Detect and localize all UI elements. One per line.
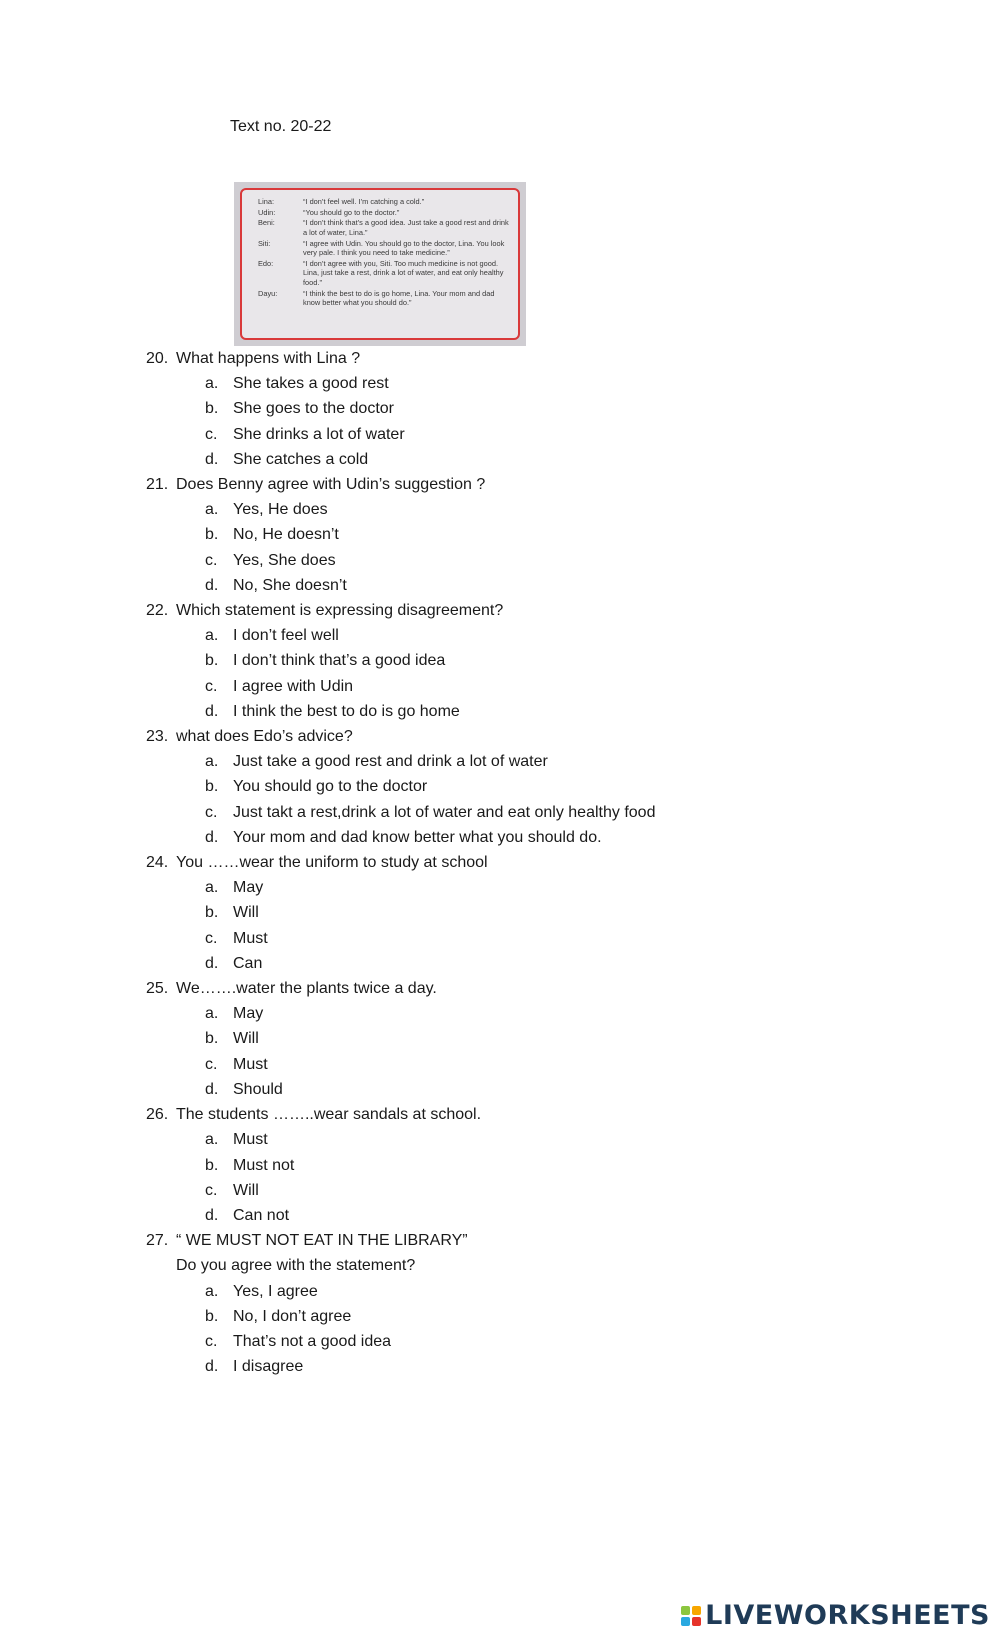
dialogue-line xyxy=(258,208,510,218)
answer-option[interactable] xyxy=(146,573,906,598)
option-text: Must xyxy=(233,1055,268,1073)
option-letter: a. xyxy=(205,627,219,645)
answer-option[interactable] xyxy=(146,875,906,900)
option-text: Your mom and dad know better what you should do. xyxy=(233,828,602,846)
question-text: You ……wear the uniform to study at school xyxy=(176,854,488,872)
option-letter: c. xyxy=(205,1055,218,1073)
option-letter: c. xyxy=(205,551,218,569)
option-text: I don’t feel well xyxy=(233,627,339,645)
page-heading: Text no. 20-22 xyxy=(230,118,332,135)
answer-option[interactable] xyxy=(146,1329,906,1354)
question-text: We…….water the plants twice a day. xyxy=(176,980,437,998)
question-24 xyxy=(146,850,906,976)
option-letter: b. xyxy=(205,904,219,922)
option-letter: c. xyxy=(205,803,218,821)
option-text: Can not xyxy=(233,1206,290,1224)
option-letter: b. xyxy=(205,1030,219,1048)
option-letter: d. xyxy=(205,954,219,972)
answer-option[interactable] xyxy=(146,648,906,673)
question-number: 20. xyxy=(146,350,169,367)
question-row xyxy=(146,976,906,1001)
option-letter: d. xyxy=(205,450,219,468)
option-letter: d. xyxy=(205,1080,219,1098)
answer-option[interactable] xyxy=(146,371,906,396)
option-text: Yes, He does xyxy=(233,501,328,519)
question-text: “ WE MUST NOT EAT IN THE LIBRARY” xyxy=(176,1232,468,1250)
answer-option[interactable] xyxy=(146,774,906,799)
question-26 xyxy=(146,1102,906,1228)
option-text: Will xyxy=(233,904,259,922)
answer-option[interactable] xyxy=(146,1026,906,1051)
logo-square-icon xyxy=(681,1617,690,1626)
question-number: 21. xyxy=(146,476,169,494)
answer-option[interactable] xyxy=(146,825,906,850)
option-text: Must xyxy=(233,1131,268,1149)
question-23 xyxy=(146,724,906,850)
option-text: Yes, She does xyxy=(233,551,336,569)
option-text: Will xyxy=(233,1030,259,1048)
question-27 xyxy=(146,1228,906,1379)
answer-option[interactable] xyxy=(146,1178,906,1203)
speaker-name: Udin: xyxy=(258,207,276,217)
option-text: I don’t think that’s a good idea xyxy=(233,652,446,670)
question-number: 27. xyxy=(146,1232,169,1250)
answer-option[interactable] xyxy=(146,396,906,421)
option-text: I think the best to do is go home xyxy=(233,702,460,720)
speaker-utterance: “I think the best to do is go home, Lina. Your mom and dad know better what you should do.” xyxy=(303,288,495,308)
answer-option[interactable] xyxy=(146,1203,906,1228)
option-text: She takes a good rest xyxy=(233,375,389,393)
speaker-utterance: “I agree with Udin. You should go to the doctor, Lina. You look very pale. I think you need to take medicine.” xyxy=(303,238,505,258)
dialogue-line xyxy=(258,197,510,207)
option-text: No, He doesn’t xyxy=(233,526,339,544)
option-text: No, She doesn’t xyxy=(233,576,347,594)
option-text: Should xyxy=(233,1080,283,1098)
answer-option[interactable] xyxy=(146,1153,906,1178)
option-letter: b. xyxy=(205,652,219,670)
option-letter: c. xyxy=(205,929,218,947)
question-row xyxy=(146,724,906,749)
answer-option[interactable] xyxy=(146,674,906,699)
option-letter: b. xyxy=(205,526,219,544)
speaker-name: Siti: xyxy=(258,238,271,248)
answer-option[interactable] xyxy=(146,699,906,724)
answer-option[interactable] xyxy=(146,926,906,951)
logo-square-icon xyxy=(692,1606,701,1615)
answer-option[interactable] xyxy=(146,900,906,925)
option-text: May xyxy=(233,1005,264,1023)
question-list xyxy=(146,346,906,1379)
answer-option[interactable] xyxy=(146,497,906,522)
option-letter: d. xyxy=(205,576,219,594)
option-letter: d. xyxy=(205,828,219,846)
speaker-utterance: “I don’t agree with you, Siti. Too much medicine is not good. Lina, just take a rest, drink a lot of water, and eat only healthy food.” xyxy=(303,258,504,287)
option-letter: d. xyxy=(205,1358,219,1376)
option-text: Just takt a rest,drink a lot of water and eat only healthy food xyxy=(233,803,656,821)
option-text: May xyxy=(233,879,264,897)
option-text: I disagree xyxy=(233,1358,304,1376)
question-number: 23. xyxy=(146,728,169,746)
logo-square-icon xyxy=(681,1606,690,1615)
option-letter: c. xyxy=(205,1332,218,1350)
brand-text: LIVEWORKSHEETS xyxy=(705,1600,990,1631)
option-letter: c. xyxy=(205,425,218,443)
dialogue-image xyxy=(234,182,526,346)
question-text: Does Benny agree with Udin’s suggestion ? xyxy=(176,476,486,494)
option-letter: a. xyxy=(205,1282,219,1300)
question-25 xyxy=(146,976,906,1102)
logo-icon xyxy=(681,1606,701,1626)
option-letter: d. xyxy=(205,702,219,720)
speaker-name: Lina: xyxy=(258,197,275,206)
liveworksheets-logo[interactable] xyxy=(681,1600,990,1631)
question-row xyxy=(146,850,906,875)
question-row xyxy=(146,346,906,371)
speaker-utterance: “You should go to the doctor.” xyxy=(303,207,400,217)
question-row xyxy=(146,598,906,623)
answer-option[interactable] xyxy=(146,1304,906,1329)
option-letter: b. xyxy=(205,400,219,418)
speaker-name: Edo: xyxy=(258,258,274,268)
answer-option[interactable] xyxy=(146,1077,906,1102)
question-number: 25. xyxy=(146,980,169,998)
speaker-name: Dayu: xyxy=(258,288,278,298)
answer-option[interactable] xyxy=(146,447,906,472)
option-text: Can xyxy=(233,954,263,972)
option-text: I agree with Udin xyxy=(233,677,354,695)
question-number: 22. xyxy=(146,602,169,620)
option-text: Yes, I agree xyxy=(233,1282,318,1300)
option-letter: a. xyxy=(205,1131,219,1149)
option-letter: b. xyxy=(205,1307,219,1325)
option-letter: a. xyxy=(205,1005,219,1023)
option-letter: a. xyxy=(205,879,219,897)
question-text: The students ……..wear sandals at school. xyxy=(176,1106,482,1124)
option-text: She catches a cold xyxy=(233,450,369,468)
option-letter: c. xyxy=(205,677,218,695)
answer-option[interactable] xyxy=(146,1279,906,1304)
answer-option[interactable] xyxy=(146,951,906,976)
question-row xyxy=(146,472,906,497)
answer-option[interactable] xyxy=(146,1127,906,1152)
answer-option[interactable] xyxy=(146,522,906,547)
answer-option[interactable] xyxy=(146,1001,906,1026)
option-text: You should go to the doctor xyxy=(233,778,428,796)
dialogue-line xyxy=(258,289,510,308)
option-letter: b. xyxy=(205,1156,219,1174)
option-letter: c. xyxy=(205,1181,218,1199)
speaker-utterance: “I don’t feel well. I’m catching a cold.” xyxy=(303,197,425,206)
question-text: what does Edo’s advice? xyxy=(176,728,353,746)
question-text: What happens with Lina ? xyxy=(176,350,361,367)
dialogue-box xyxy=(240,188,520,340)
dialogue-line xyxy=(258,259,510,288)
answer-option[interactable] xyxy=(146,800,906,825)
option-text: No, I don’t agree xyxy=(233,1307,352,1325)
speaker-utterance: “I don’t think that’s a good idea. Just take a good rest and drink a lot of water, Lina.” xyxy=(303,218,509,237)
option-text: Must not xyxy=(233,1156,295,1174)
question-row xyxy=(146,1102,906,1127)
option-text: Just take a good rest and drink a lot of water xyxy=(233,753,548,771)
speaker-name: Beni: xyxy=(258,218,275,228)
option-text: Will xyxy=(233,1181,259,1199)
answer-option[interactable] xyxy=(146,548,906,573)
dialogue-line xyxy=(258,239,510,258)
option-letter: d. xyxy=(205,1206,219,1224)
option-text: Must xyxy=(233,929,268,947)
question-row xyxy=(146,1228,906,1253)
answer-option[interactable] xyxy=(146,749,906,774)
dialogue-line xyxy=(258,218,510,237)
answer-option[interactable] xyxy=(146,623,906,648)
option-text: She goes to the doctor xyxy=(233,400,394,418)
option-letter: a. xyxy=(205,753,219,771)
option-text: That’s not a good idea xyxy=(233,1332,392,1350)
question-text: Which statement is expressing disagreement? xyxy=(176,602,504,620)
question-subtext: Do you agree with the statement? xyxy=(176,1257,416,1275)
answer-option[interactable] xyxy=(146,422,906,447)
option-text: She drinks a lot of water xyxy=(233,425,405,443)
question-number: 26. xyxy=(146,1106,169,1124)
option-letter: a. xyxy=(205,501,219,519)
answer-option[interactable] xyxy=(146,1052,906,1077)
question-number: 24. xyxy=(146,854,169,872)
question-20 xyxy=(146,346,906,472)
question-21 xyxy=(146,472,906,598)
question-22 xyxy=(146,598,906,724)
option-letter: b. xyxy=(205,778,219,796)
logo-square-icon xyxy=(692,1617,701,1626)
answer-option[interactable] xyxy=(146,1354,906,1379)
option-letter: a. xyxy=(205,375,219,393)
